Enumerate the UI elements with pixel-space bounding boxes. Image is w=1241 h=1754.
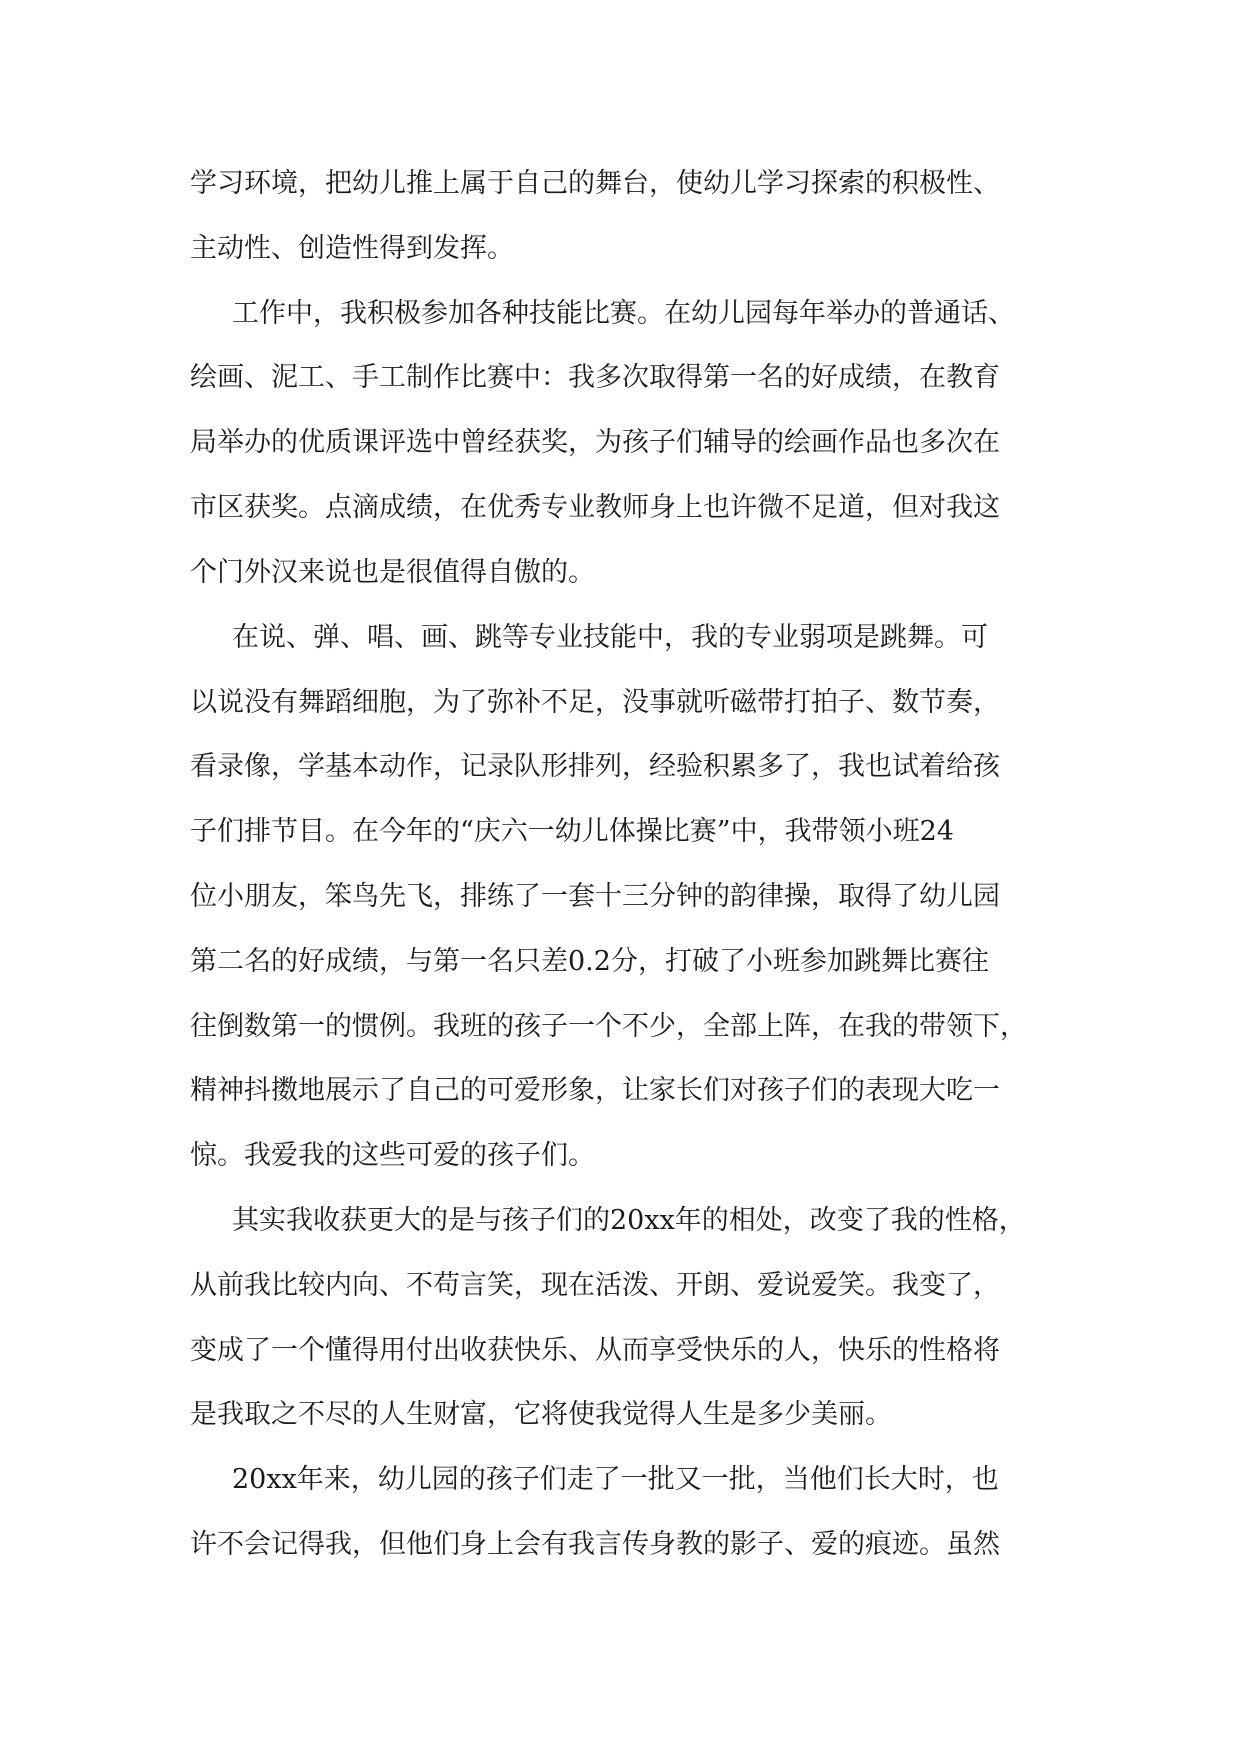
text-line: 绘画、泥工、手工制作比赛中：我多次取得第一名的好成绩，在教育	[190, 362, 1000, 393]
text-line: 位小朋友，笨鸟先飞，排练了一套十三分钟的韵律操，取得了幼儿园	[190, 881, 1000, 912]
paragraph-first-line: 其实我收获更大的是与孩子们的20xx年的相处，改变了我的性格，	[232, 1205, 1026, 1236]
text-line: 惊。我爱我的这些可爱的孩子们。	[190, 1140, 595, 1171]
paragraph-first-line: 20xx年来，幼儿园的孩子们走了一批又一批，当他们长大时，也	[232, 1464, 999, 1495]
text-line: 个门外汉来说也是很值得自傲的。	[190, 557, 595, 588]
text-line: 往倒数第一的惯例。我班的孩子一个不少，全部上阵，在我的带领下，	[190, 1011, 1027, 1042]
text-line: 学习环境，把幼儿推上属于自己的舞台，使幼儿学习探索的积极性、	[190, 168, 1000, 199]
paragraph-first-line: 工作中，我积极参加各种技能比赛。在幼儿园每年举办的普通话、	[232, 298, 1015, 329]
text-line: 主动性、创造性得到发挥。	[190, 233, 514, 264]
text-line: 局举办的优质课评选中曾经获奖，为孩子们辅导的绘画作品也多次在	[190, 427, 1000, 458]
paragraph-first-line: 在说、弹、唱、画、跳等专业技能中，我的专业弱项是跳舞。可	[232, 622, 988, 653]
text-line: 以说没有舞蹈细胞，为了弥补不足，没事就听磁带打拍子、数节奏，	[190, 687, 1000, 718]
text-line: 从前我比较内向、不苟言笑，现在活泼、开朗、爱说爱笑。我变了，	[190, 1270, 1000, 1301]
text-line: 许不会记得我，但他们身上会有我言传身教的影子、爱的痕迹。虽然	[190, 1529, 1000, 1560]
text-line: 是我取之不尽的人生财富，它将使我觉得人生是多少美丽。	[190, 1399, 892, 1430]
text-line: 第二名的好成绩，与第一名只差0.2分，打破了小班参加跳舞比赛往	[190, 946, 989, 977]
text-line: 看录像，学基本动作，记录队形排列，经验积累多了，我也试着给孩	[190, 751, 1000, 782]
text-line: 市区获奖。点滴成绩，在优秀专业教师身上也许微不足道，但对我这	[190, 492, 1000, 523]
text-line: 精神抖擞地展示了自己的可爱形象，让家长们对孩子们的表现大吃一	[190, 1075, 1000, 1106]
text-line: 变成了一个懂得用付出收获快乐、从而享受快乐的人，快乐的性格将	[190, 1335, 1000, 1366]
text-line: 子们排节目。在今年的“庆六一幼儿体操比赛”中，我带领小班24	[190, 816, 954, 847]
